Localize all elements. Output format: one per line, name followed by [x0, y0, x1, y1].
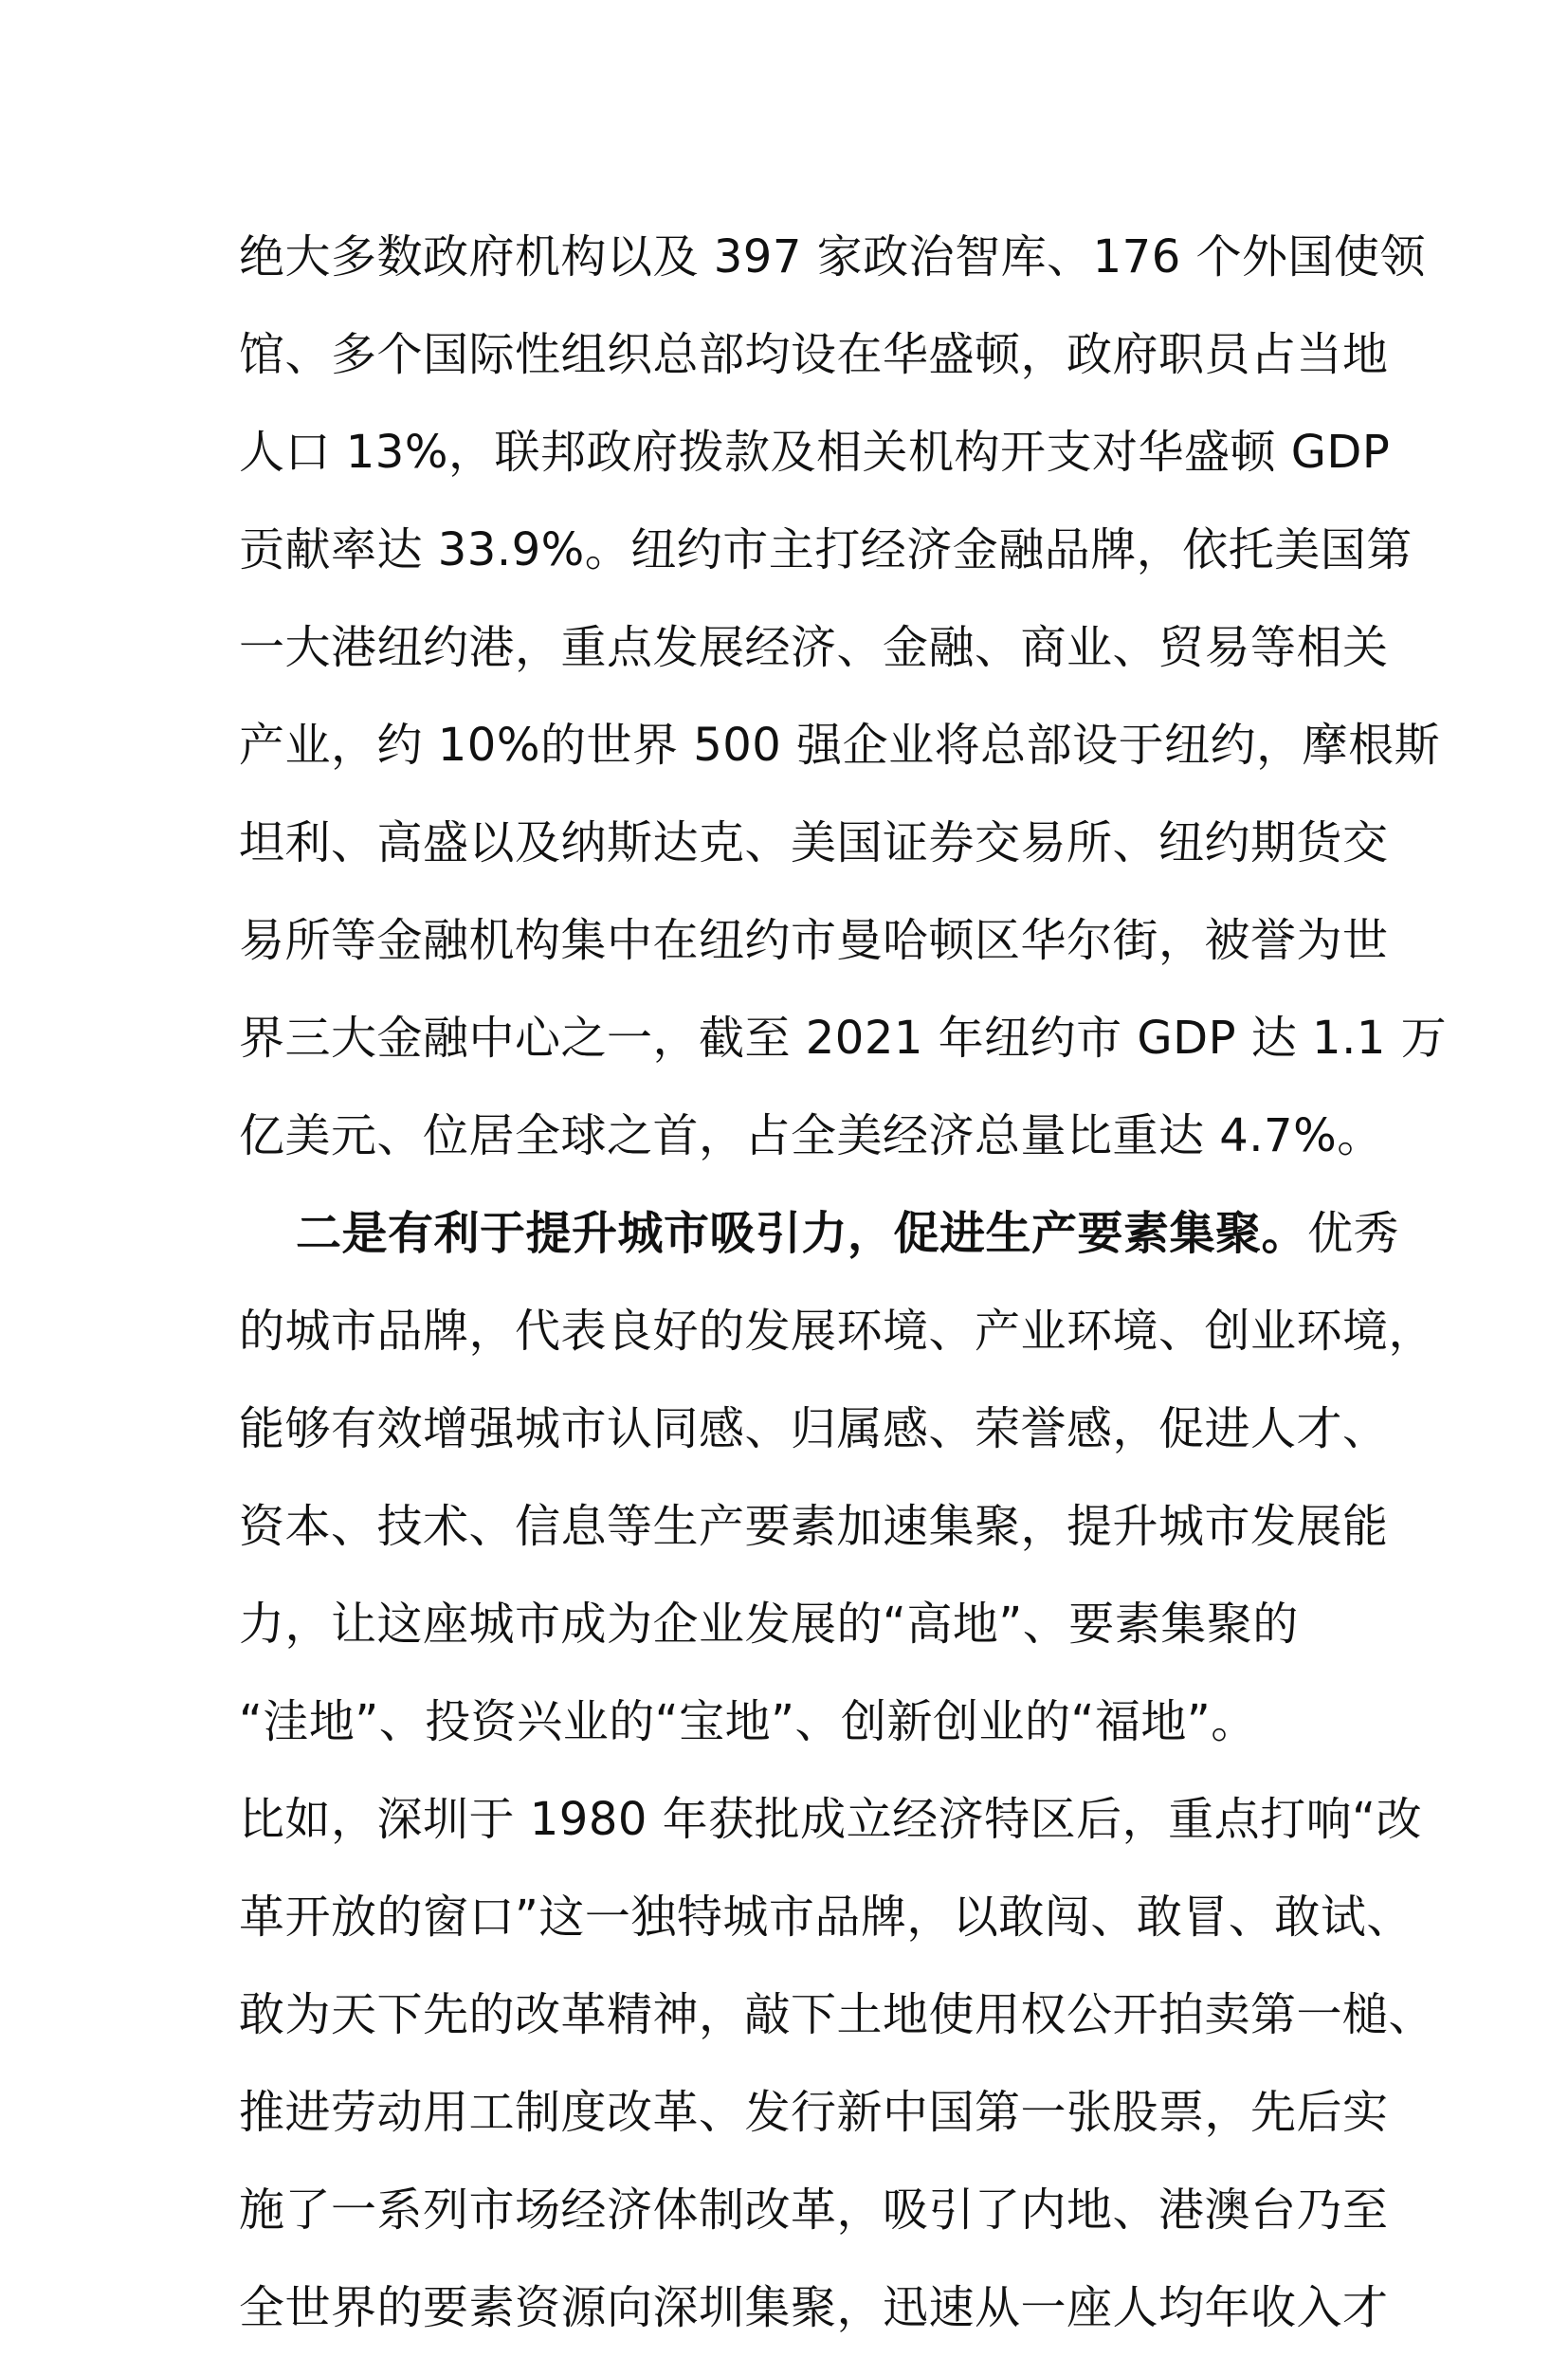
- document-body: [239, 209, 1448, 2357]
- body-text-line: 资本、技术、信息等生产要素加速集聚，提升城市发展能: [239, 1500, 1389, 1553]
- body-text-line: 绝大多数政府机构以及 397 家政治智库、176 个外国使领: [239, 230, 1427, 283]
- body-text-line: 亿美元、位居全球之首，占全美经济总量比重达 4.7%。: [239, 1109, 1383, 1162]
- body-text-line: 能够有效增强城市认同感、归属感、荣誉感，促进人才、: [239, 1402, 1389, 1455]
- body-text-line: 贡献率达 33.9%。纽约市主打经济金融品牌，依托美国第: [239, 523, 1413, 576]
- body-text-line: 力，让这座城市成为企业发展的“高地”、要素集聚的: [239, 1598, 1299, 1651]
- body-text-line: 产业，约 10%的世界 500 强企业将总部设于纽约，摩根斯: [239, 719, 1441, 772]
- paragraph-heading: 二是有利于提升城市吸引力，促进生产要素集聚。: [296, 1207, 1308, 1260]
- body-text-line: 坦利、高盛以及纳斯达克、美国证券交易所、纽约期货交: [239, 816, 1389, 869]
- body-text-inline: 优秀: [1307, 1207, 1400, 1260]
- body-text-line: 一大港纽约港，重点发展经济、金融、商业、贸易等相关: [239, 621, 1389, 674]
- body-text-line: 馆、多个国际性组织总部均设在华盛顿，政府职员占当地: [239, 328, 1389, 381]
- body-text-line: 推进劳动用工制度改革、发行新中国第一张股票，先后实: [239, 2086, 1389, 2139]
- paragraph-heading-line: [239, 1185, 1400, 1283]
- body-text-line: 人口 13%，联邦政府拨款及相关机构开支对华盛顿 GDP: [239, 426, 1391, 479]
- body-text-line: 敢为天下先的改革精神，敲下土地使用权公开拍卖第一槌、: [239, 1988, 1435, 2041]
- body-text-line: 的城市品牌，代表良好的发展环境、产业环境、创业环境，: [239, 1305, 1435, 1358]
- body-text-line: 全世界的要素资源向深圳集聚，迅速从一座人均年收入才: [239, 2281, 1389, 2334]
- body-text-line: “洼地”、投资兴业的“宝地”、创新创业的“福地”。: [239, 1695, 1257, 1748]
- body-text-line: 革开放的窗口”这一独特城市品牌，以敢闯、敢冒、敢试、: [239, 1891, 1413, 1944]
- body-text-line: 界三大金融中心之一，截至 2021 年纽约市 GDP 达 1.1 万: [239, 1012, 1448, 1065]
- body-text-line: 施了一系列市场经济体制改革，吸引了内地、港澳台乃至: [239, 2183, 1389, 2237]
- body-text-line: 易所等金融机构集中在纽约市曼哈顿区华尔街，被誉为世: [239, 914, 1389, 967]
- body-text-line: 比如，深圳于 1980 年获批成立经济特区后，重点打响“改: [239, 1793, 1423, 1846]
